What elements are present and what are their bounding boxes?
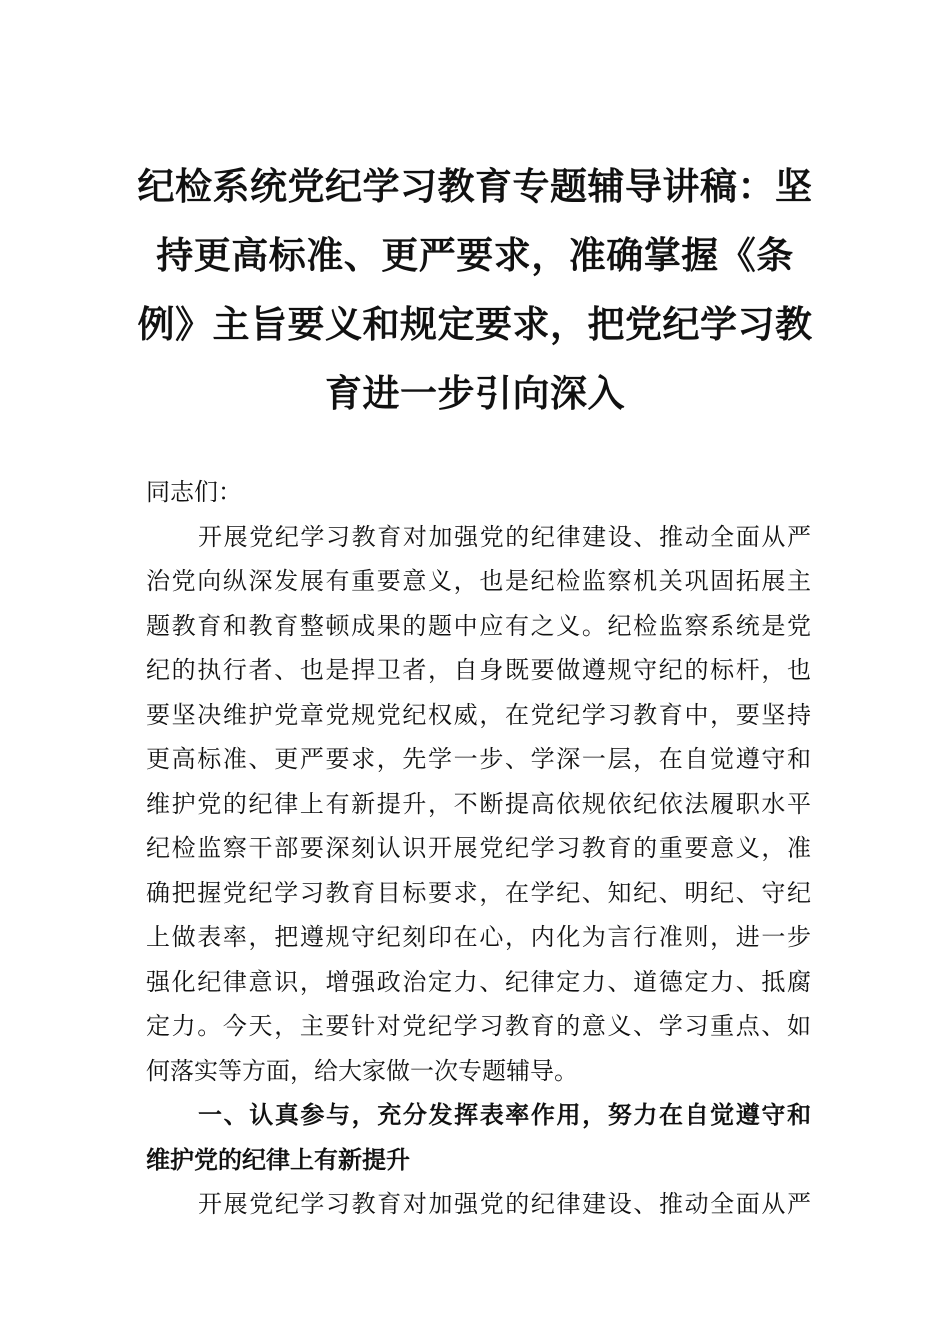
- title-line: 例》主旨要义和规定要求，把党纪学习教: [137, 302, 813, 346]
- salutation: 同志们：: [146, 478, 242, 506]
- paragraph-intro: [146, 515, 811, 1094]
- paragraph-line: 开展党纪学习教育对加强党的纪律建设、推动全面从严: [198, 522, 811, 551]
- paragraph-line: 强化纪律意识，增强政治定力、纪律定力、道德定力、抵腐: [146, 967, 811, 996]
- paragraph-line: 定力。今天，主要针对党纪学习教育的意义、学习重点、如: [146, 1012, 811, 1040]
- paragraph-line: 何落实等方面，给大家做一次专题辅导。: [146, 1056, 578, 1085]
- paragraph-section-1: [146, 1182, 811, 1227]
- paragraph-line: 要坚决维护党章党规党纪权威，在党纪学习教育中，要坚持: [146, 700, 811, 729]
- paragraph-line: 纪的执行者、也是捍卫者，自身既要做遵规守纪的标杆，也: [146, 656, 811, 684]
- paragraph-line: 题教育和教育整顿成果的题中应有之义。纪检监察系统是党: [146, 611, 811, 640]
- heading-line: 一、认真参与，充分发挥表率作用，努力在自觉遵守和: [198, 1101, 811, 1129]
- heading-line: 维护党的纪律上有新提升: [146, 1145, 410, 1174]
- paragraph-line: 更高标准、更严要求，先学一步、学深一层，在自觉遵守和: [146, 745, 811, 773]
- title-line: 纪检系统党纪学习教育专题辅导讲稿：坚: [137, 164, 813, 208]
- section-heading: [146, 1093, 811, 1182]
- document-title: [120, 152, 830, 428]
- document-body: [146, 470, 811, 1227]
- title-line: 持更高标准、更严要求，准确掌握《条: [156, 233, 794, 277]
- paragraph-line: 上做表率，把遵规守纪刻印在心，内化为言行准则，进一步: [146, 923, 811, 951]
- paragraph-line: 纪检监察干部要深刻认识开展党纪学习教育的重要意义，准: [146, 834, 811, 862]
- title-line: 育进一步引向深入: [325, 371, 625, 415]
- paragraph-line: 维护党的纪律上有新提升，不断提高依规依纪依法履职水平: [146, 789, 811, 818]
- paragraph-line: 确把握党纪学习教育目标要求，在学纪、知纪、明纪、守纪: [146, 878, 811, 907]
- paragraph-line: 开展党纪学习教育对加强党的纪律建设、推动全面从严: [198, 1190, 811, 1218]
- paragraph-line: 治党向纵深发展有重要意义，也是纪检监察机关巩固拓展主: [146, 567, 811, 595]
